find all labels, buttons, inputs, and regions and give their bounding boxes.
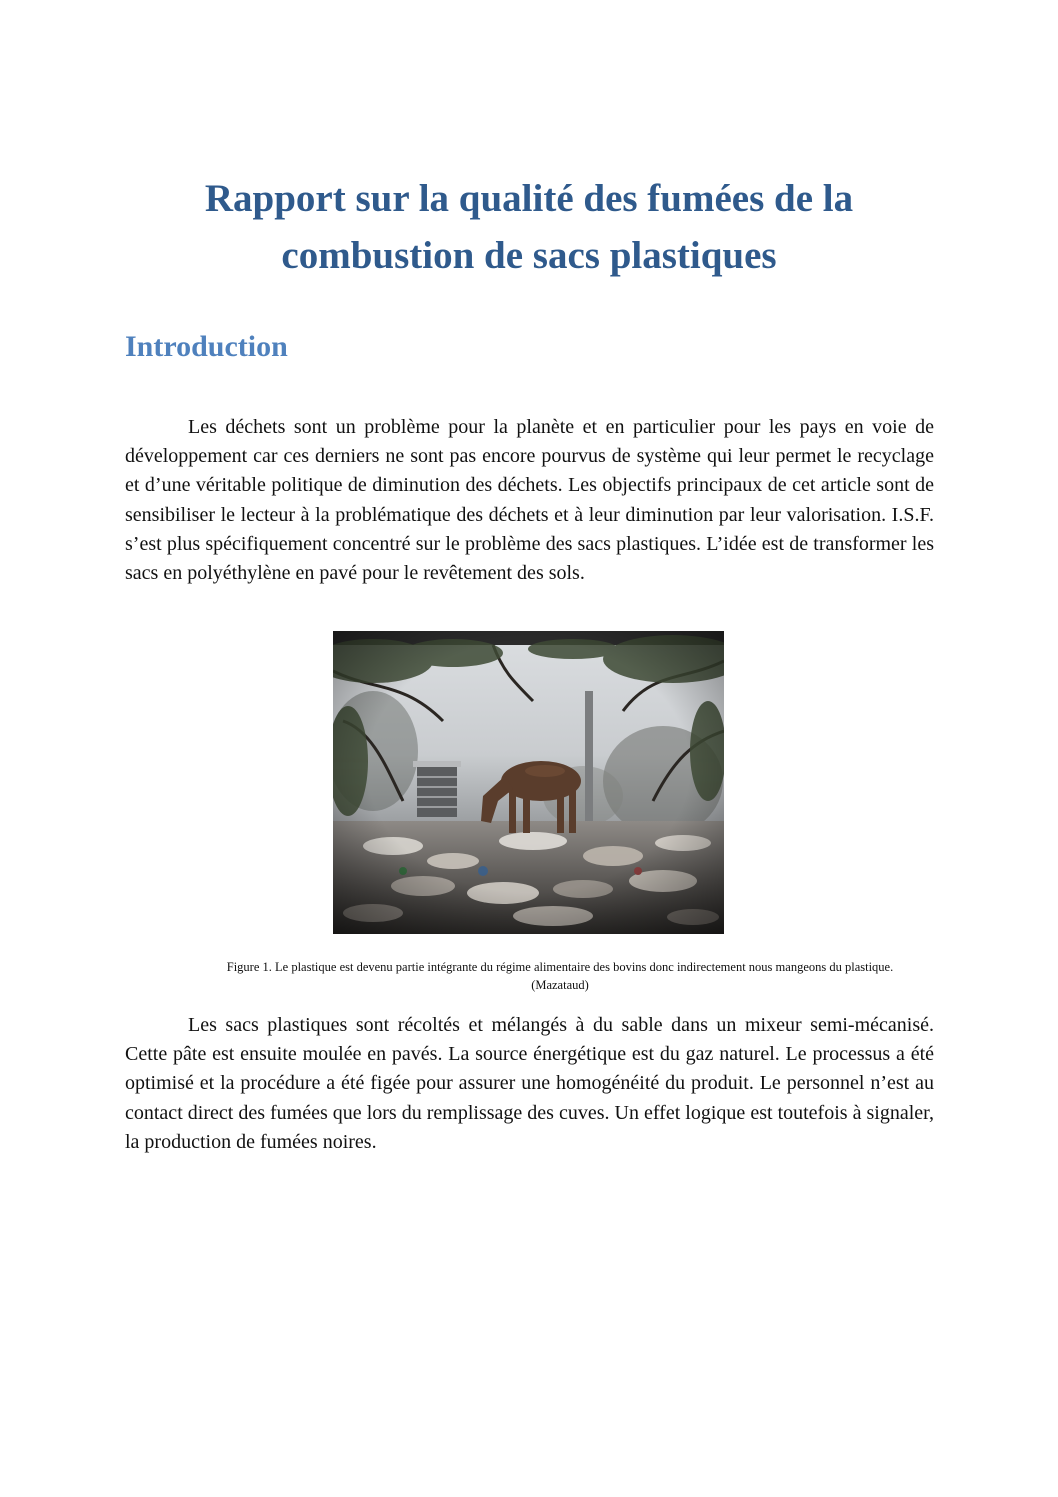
figure-photo-cow-in-plastic-waste — [333, 631, 724, 934]
process-paragraph: Les sacs plastiques sont récoltés et mélangés à du sable dans un mixeur semi-mécanisé. Cette pâte est ensuite moulée en pavés. La source énergétique est du gaz naturel. Le processus a été optimisé et la procédure a été figée pour assurer une homogénéité du produit. Le personnel n’est au contact direct des fumées que lors du remplissage des cuves. Un effet logique est toutefois à signaler, la production de fumées noires. — [125, 1014, 934, 1153]
section-heading-introduction: Introduction — [125, 330, 288, 363]
intro-paragraph: Les déchets sont un problème pour la planète et en particulier pour les pays en voie de développement car ces derniers ne sont pas encore pourvus de système qui leur permet le recyclage et d’une véritable politique de diminution des déchets. Les objectifs principaux de cet article sont de sensibiliser le lecteur à la problématique des déchets et à leur diminution par leur valorisation. I.S.F. s’est plus spécifiquement concentré sur le problème des sacs plastiques. L’idée est de transformer les sacs en polyéthylène en pavé pour le revêtement des sols. — [125, 416, 934, 585]
page-title: Rapport sur la qualité des fumées de la combustion de sacs plastiques — [204, 177, 854, 277]
figure-caption: Figure 1. Le plastique est devenu partie intégrante du régime alimentaire des bovins donc indirectement nous mangeons du plastique. (Mazataud) — [226, 960, 894, 992]
